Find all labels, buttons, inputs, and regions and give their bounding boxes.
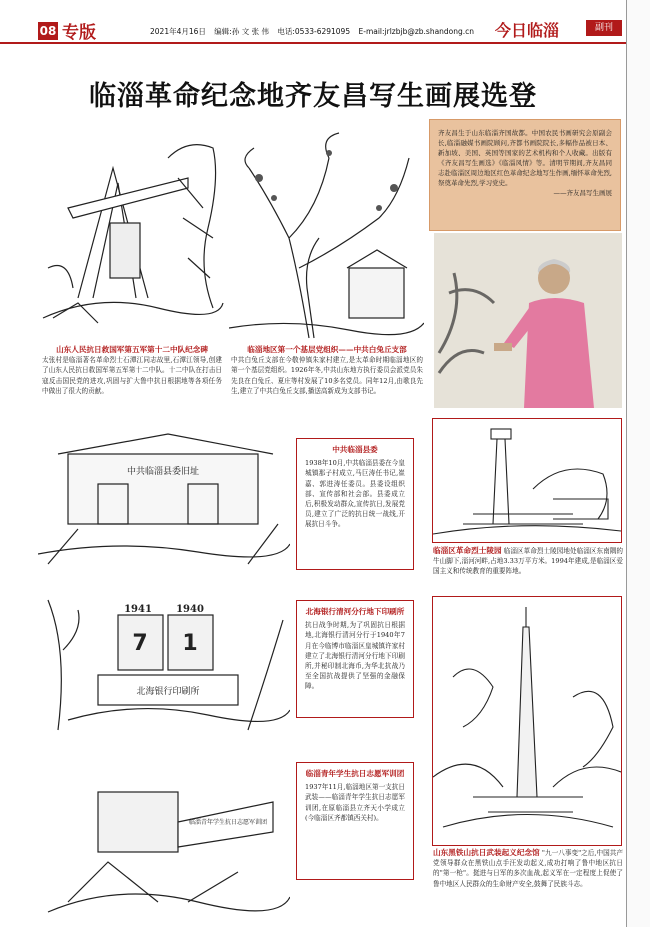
phone-line: 电话:0533-6291095 [277,27,351,36]
artist-bio-text: 齐友昌生于山东临淄齐国故都。中国农民书画研究会原副会长,临淄融媒书画院顾问,齐都书画院院长,多幅作品被日本、新加坡、美国、英国等国家的艺术机构和个人收藏。出版有《齐友昌写生画选》《临淄风情》等。清明节期间,齐友昌同志赴临淄区周边地区红色革命纪念地写生作画,缅怀革命先烈,祭奠革命先烈,学习党史。 [438,129,612,187]
caption-heitieshan-title: 山东黑铁山抗日武装起义纪念馆 [433,848,540,857]
caption-cemetery-title: 临淄区革命烈士陵园 [433,546,502,555]
county-committee-title: 中共临淄县委 [332,445,378,454]
student-volunteers-title: 临淄青年学生抗日志愿军训团 [305,769,405,778]
caption-tree [231,345,423,415]
masthead-sub: 副刊 [586,20,622,36]
tree-drawing [229,118,424,343]
caption-tree-title: 临淄地区第一个基层党组织——中共白兔丘支部 [247,345,407,354]
artist-bio-sign: ——齐友昌写生画展 [553,189,612,197]
bank-printing-title: 北海银行清河分行地下印刷所 [305,607,405,616]
student-volunteers-sign: 临淄青年学生抗日志愿军训团 [188,819,268,826]
sketch-cemetery [432,418,622,543]
county-committee-sign: 中共临淄县委旧址 [126,467,200,477]
bank-year-right: 1940 [176,604,204,615]
artist-photo [434,233,622,408]
bank-printing-drawing [38,590,290,740]
sketch-old-tree [229,118,424,343]
county-committee-body: 1938年10月,中共临淄县委在今皇城镇那子村成立,马巨涛任书记,崔嘉、郭进涛任委员。县委设组织部、宣传部和社会部。县委成立后,积极发动群众,宣传抗日,发展党员,建立了广泛的抗日统一战线,开展抗日斗争。 [305,459,405,529]
email-line: E-mail:jrlzbjb@zb.shandong.cn [358,27,475,36]
heitieshan-drawing [433,597,621,845]
caption-tree-body: 中共白兔丘支部在今敬仲镇朱家村建立,是太革命时期临淄地区的第一个基层党组织。1926年冬,中共山东地方执行委员会派党员朱先良在白兔丘、夏庄等村发展了10多名党员。同年12月,由歌良先生,建立了中共白兔丘支部,播送高新成为支部书记。 [231,356,423,395]
caption-heitieshan-body: "九一八事变"之后,中国共产党领导群众在黑铁山点手汪发动起义,成功打响了鲁中地区抗日的"第一枪"。挺进与日军的多次血战,起义军在一定程度上促使了鲁中地区人民群众的生命财产安全,鼓舞了民族斗志。 [433,849,623,888]
right-margin [626,0,650,927]
bank-year-left: 1941 [124,604,152,615]
caption-cemetery [433,546,623,594]
monument-drawing [38,118,226,343]
page-title: 临淄革命纪念地齐友昌写生画展选登 [89,81,537,112]
bank-printing-body: 抗日战争时期,为了巩固抗日根据地,北海银行清河分行于1940年7月在今临博市临淄区皇城镇许家村建立了北海银行清河分行地下印刷所,并秘印制北海币,为华北抗战乃至全国抗战提供了坚强的金融保障。 [305,621,405,691]
sketch-county-committee [38,424,290,576]
caption-cemetery-body: 临淄区革命烈士陵园地处临淄区东南隅的牛山脚下,淄河河畔,占地3.33万平方米。1994年建成,是临淄区爱国主义和传统教育的重要阵地。 [433,547,624,576]
caption-monument [42,345,222,405]
section-label: 专版 [62,23,96,43]
sketch-student-volunteers [38,752,290,922]
artist-bio-box [429,119,621,231]
masthead-brand: 今日临淄 [495,21,560,40]
svg-text:1: 1 [182,631,198,656]
artist-photo-image [434,233,622,408]
editor-line: 编辑:孙 文 张 伟 [214,27,269,36]
county-committee-drawing [38,424,290,576]
page-number: 08 [39,24,57,38]
student-volunteers-drawing [38,752,290,922]
sketch-monument [38,118,226,343]
caption-monument-title: 山东人民抗日救国军第五军第十二中队纪念碑 [56,345,208,354]
sketch-heitieshan [432,596,622,846]
sketch-bank-printing [38,590,290,740]
caption-monument-body: 太张村是临淄著名革命烈士石潭江同志故里,石潭江领导,创建了山东人民抗日救国军第五军第十二中队。十二中队在打击日寇反击国民党的进攻,巩固与扩大鲁中抗日根据地等各项任务中做出了很大的贡献。 [42,356,222,395]
cemetery-drawing [433,419,621,542]
caption-heitieshan [433,848,623,923]
textbox-bank-printing [296,600,414,718]
header-meta [150,26,480,37]
issue-date: 2021年4月16日 [150,27,206,36]
textbox-student-volunteers [296,762,414,880]
bank-building-sign: 北海银行印刷所 [136,687,200,697]
textbox-county-committee [296,438,414,570]
svg-text:7: 7 [132,631,148,656]
student-volunteers-body: 1937年11月,临淄地区第一支抗日武装——临淄青年学生抗日志愿军训团,在原临淄县立齐天小学成立(今临淄区齐都镇西关村)。 [305,783,405,822]
